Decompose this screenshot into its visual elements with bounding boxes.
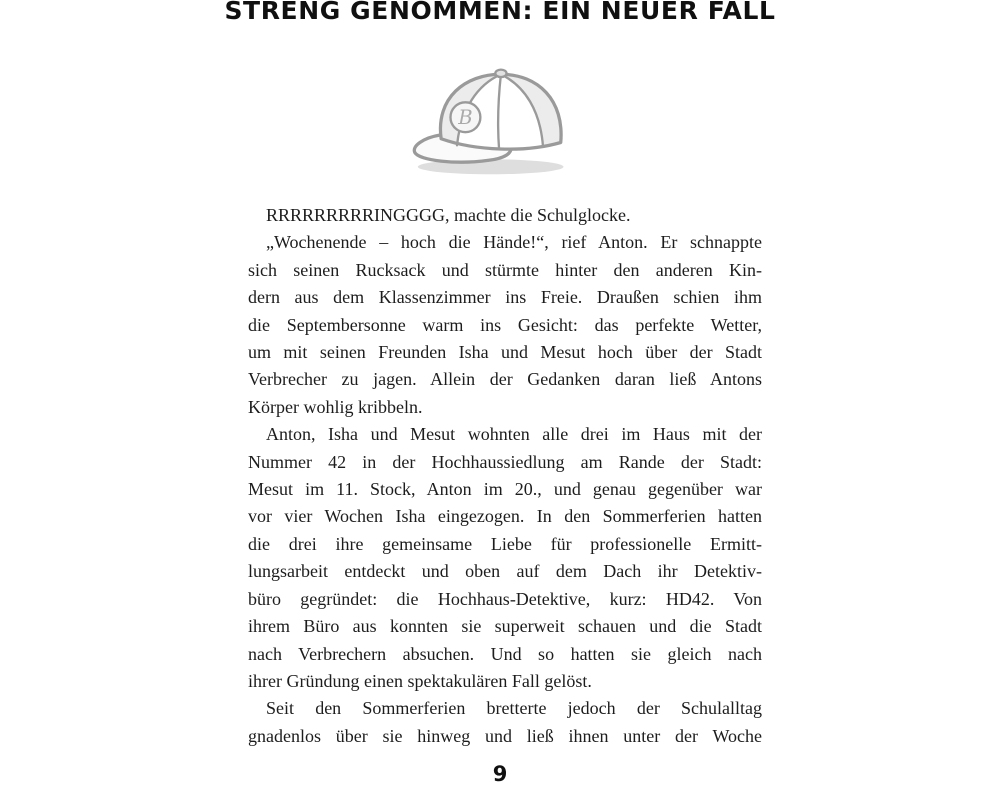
- body-text: [248, 202, 762, 750]
- text-line: vor vier Wochen Isha eingezogen. In den Sommerferien hatten: [248, 506, 762, 527]
- text-line: Mesut im 11. Stock, Anton im 20., und genau gegenüber war: [248, 479, 762, 500]
- text-line: Nummer 42 in der Hochhaussiedlung am Rande der Stadt:: [248, 451, 762, 472]
- paragraph: [248, 202, 762, 229]
- text-line: um mit seinen Freunden Isha und Mesut hoch über der Stadt: [248, 342, 762, 363]
- text-line: dern aus dem Klassenzimmer ins Freie. Draußen schien ihm: [248, 287, 762, 308]
- text-line: „Wochenende – hoch die Hände!“, rief Anton. Er schnappte: [266, 232, 762, 253]
- text-line: ihrer Gründung einen spektakulären Fall gelöst.: [248, 670, 592, 691]
- text-line: RRRRRRRRRINGGGG, machte die Schulglocke.: [266, 205, 631, 225]
- text-line: Verbrecher zu jagen. Allein der Gedanken daran ließ Antons: [248, 369, 762, 390]
- text-line: büro gegründet: die Hochhaus-Detektive, kurz: HD42. Von: [248, 588, 762, 609]
- paragraph: [248, 229, 762, 421]
- text-line: Seit den Sommerferien bretterte jedoch der Schulalltag: [266, 698, 762, 719]
- text-line: die drei ihre gemeinsame Liebe für professionelle Ermitt-: [248, 533, 762, 554]
- text-line: Anton, Isha und Mesut wohnten alle drei im Haus mit der: [266, 424, 762, 445]
- chapter-title: STRENG GENOMMEN: EIN NEUER FALL: [224, 0, 776, 25]
- baseball-cap-icon: [401, 64, 599, 178]
- text-line: nach Verbrechern absuchen. Und so hatten sie gleich nach: [248, 643, 762, 664]
- text-line: sich seinen Rucksack und stürmte hinter den anderen Kin-: [248, 259, 762, 280]
- cap-button: [495, 70, 506, 77]
- paragraph: [248, 695, 762, 750]
- text-line: Körper wohlig kribbeln.: [248, 396, 423, 417]
- page-number: 9: [492, 762, 508, 786]
- text-line: lungsarbeit entdeckt und oben auf dem Dach ihr Detektiv-: [248, 561, 762, 582]
- text-line: ihrem Büro aus konnten sie superweit schauen und die Stadt: [248, 616, 762, 637]
- cap-emblem-letter: B: [458, 105, 473, 129]
- paragraph: [248, 421, 762, 695]
- text-line: die Septembersonne warm ins Gesicht: das perfekte Wetter,: [248, 314, 762, 335]
- text-line: gnadenlos über sie hinweg und ließ ihnen unter der Woche: [248, 725, 762, 746]
- baseball-cap-illustration: [401, 64, 599, 178]
